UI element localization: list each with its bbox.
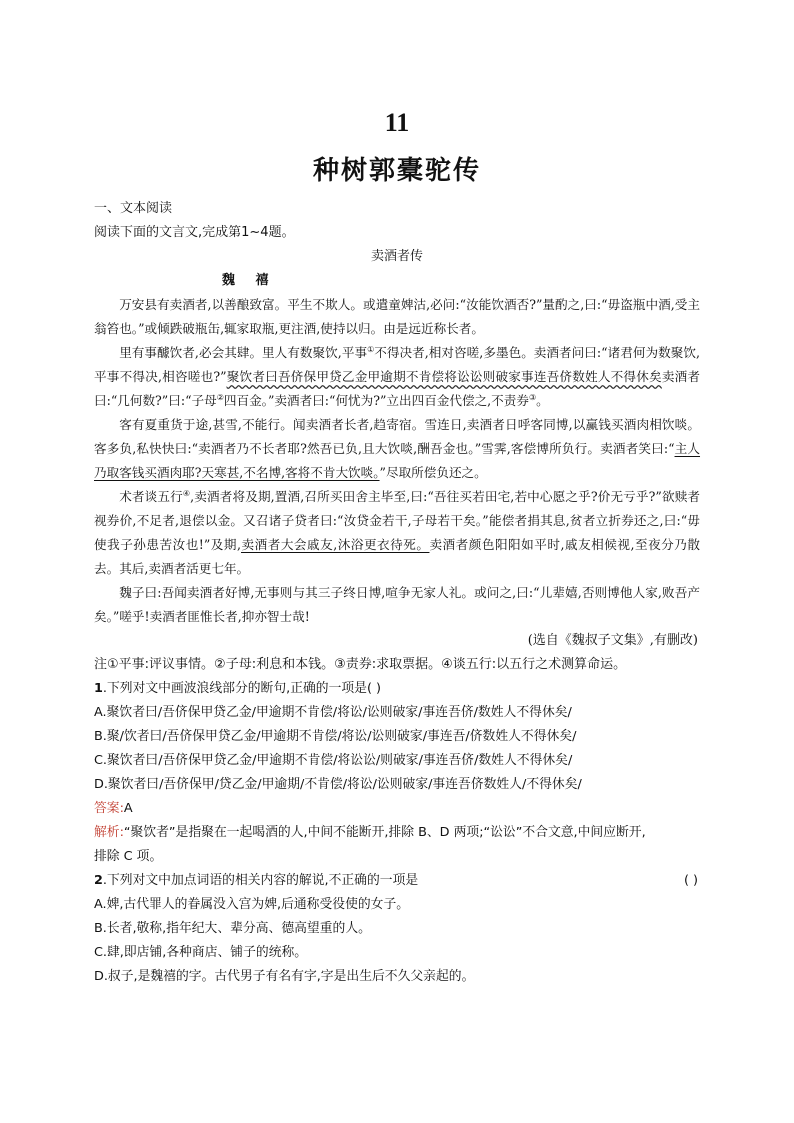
section-heading: 一、文本阅读 [94,201,173,216]
question-2-option-d: D.叔子,是魏禧的字。古代男子有名有字,字是出生后不久父亲起的。 [94,969,475,984]
question-1-stem: 1.下列对文中画波浪线部分的断句,正确的一项是( ) [94,681,382,696]
content [94,197,700,989]
passage-source: (选自《魏叔子文集》,有删改) [527,633,698,648]
footnotes: 注①平事:评议事情。②子母:利息和本钱。③责券:求取票据。④谈五行:以五行之术测算命运。 [94,657,627,672]
note-marker-4: ④ [182,488,191,498]
underlined-sentence-1: 主人乃取客钱买酒肉耶?天寒甚,不名博,客将不肯大饮啖。 [94,441,701,480]
question-1-option-d: D.聚饮者曰/吾侪保甲/贷乙金/甲逾期/不肯偿/将讼/讼则破家/事连吾侪数姓人/不得休矣/ [94,777,582,792]
passage-paragraph-3: 客有夏重货于途,甚雪,不能行。闻卖酒者长者,趋寄宿。雪连日,卖酒者日呼客同博,以赢钱买酒肉相饮啖。客多负,私快快曰:“卖酒者乃不长者耶?然吾已负,且大饮啖,酬吾金也。”雪霁,客偿博所负行。卖酒者笑曰:“主人乃取客钱买酒肉耶?天寒甚,不名博,客将不肯大饮啖。”尽取所偿负还之。 [94,417,701,480]
question-1-option-b: B.聚/饮者曰/吾侪保甲贷乙金/甲逾期不肯偿/将讼/讼则破家/事连吾/侪数姓人不得休矣/ [94,729,577,744]
question-1-option-a: A.聚饮者曰/吾侪保甲贷乙金/甲逾期不肯偿/将讼/讼则破家/事连吾侪/数姓人不得休矣/ [94,705,572,720]
passage-paragraph-4: 术者谈五行④,卖酒者将及期,置酒,召所买田舍主毕至,曰:“吾往买若田宅,若中心愿之乎?价无亏乎?”欲赎者视券价,不足者,退偿以金。又召诸子贷者曰:“汝贷金若干,子母若干矣。”能偿者捐其息,贫者立折券还之,曰:“毋使我子孙患苦汝也!”及期,卖酒者大会戚友,沐浴更衣待死。卖酒者颜色阳阳如平时,戚友相候视,至夜分乃散去。其后,卖酒者活更七年。 [94,488,701,576]
question-1-analysis: 解析:“聚饮者”是指聚在一起喝酒的人,中间不能断开,排除 B、D 两项;“讼讼”不合文意,中间应断开, [94,825,646,840]
note-marker-1: ① [367,344,375,354]
question-1-answer: 答案:A [94,801,133,816]
passage-title: 卖酒者传 [370,249,423,264]
passage-paragraph-2: 里有事醵饮者,必会其肆。里人有数聚饮,平事①不得决者,相对咨嗟,多墨色。卖酒者问曰:“诸君何为数聚饮,平事不得决,相咨嗟也?”聚饮者曰吾侪保甲贷乙金甲逾期不肯偿将讼讼则破家事连吾侪数姓人不得休矣卖酒者曰:“几何数?”曰:“子母②四百金。”卖酒者曰:“何忧为?”立出四百金代偿之,不责券③。 [94,344,700,408]
question-2-stem: 2.下列对文中加点词语的相关内容的解说,不正确的一项是 ( ) [94,869,700,893]
passage-paragraph-1: 万安县有卖酒者,以善酿致富。平生不欺人。或遣童婢沽,必问:“汝能饮酒否?”量酌之,曰:“毋盗瓶中酒,受主翁笞也。”或倾跌破瓶缶,辄家取瓶,更注酒,使持以归。由是远近称长者。 [94,297,700,336]
question-1-option-c: C.聚饮者曰/吾侪保甲贷乙金/甲逾期不肯偿/将讼讼/则破家/事连吾侪/数姓人不得休矣/ [94,753,573,768]
question-1 [94,677,700,869]
question-2-option-a: A.婢,古代罪人的眷属没入宫为婢,后通称受役使的女子。 [94,897,410,912]
lesson-number: 11 [384,108,410,137]
wavy-underlined-text: 聚饮者曰吾侪保甲贷乙金甲逾期不肯偿将讼讼则破家事连吾侪数姓人不得休矣 [226,369,662,384]
question-2-option-b: B.长者,敬称,指年纪大、辈分高、德高望重的人。 [94,921,371,936]
passage-paragraph-5: 魏子曰:吾闻卖酒者好博,无事则与其三子终日博,喧争无家人礼。或问之,曰:“儿辈嬉,否则博他人家,败吾产矣。”嗟乎!卖酒者匪惟长者,抑亦智士哉! [94,585,700,624]
question-2-option-c: C.肆,即店铺,各种商店、铺子的统称。 [94,945,308,960]
lesson-title: 种树郭橐驼传 [312,156,481,186]
passage-body [94,293,700,629]
note-marker-2: ② [216,392,224,402]
passage-author: 魏 禧 [222,273,277,288]
answer-paren: ( ) [683,873,698,888]
underlined-sentence-2: 卖酒者大会戚友,沐浴更衣待死。 [241,537,430,552]
question-1-analysis-cont: 排除 C 项。 [94,849,163,864]
section-instruction: 阅读下面的文言文,完成第1~4题。 [94,225,295,240]
question-2 [94,869,700,989]
note-marker-3: ③ [528,392,537,402]
